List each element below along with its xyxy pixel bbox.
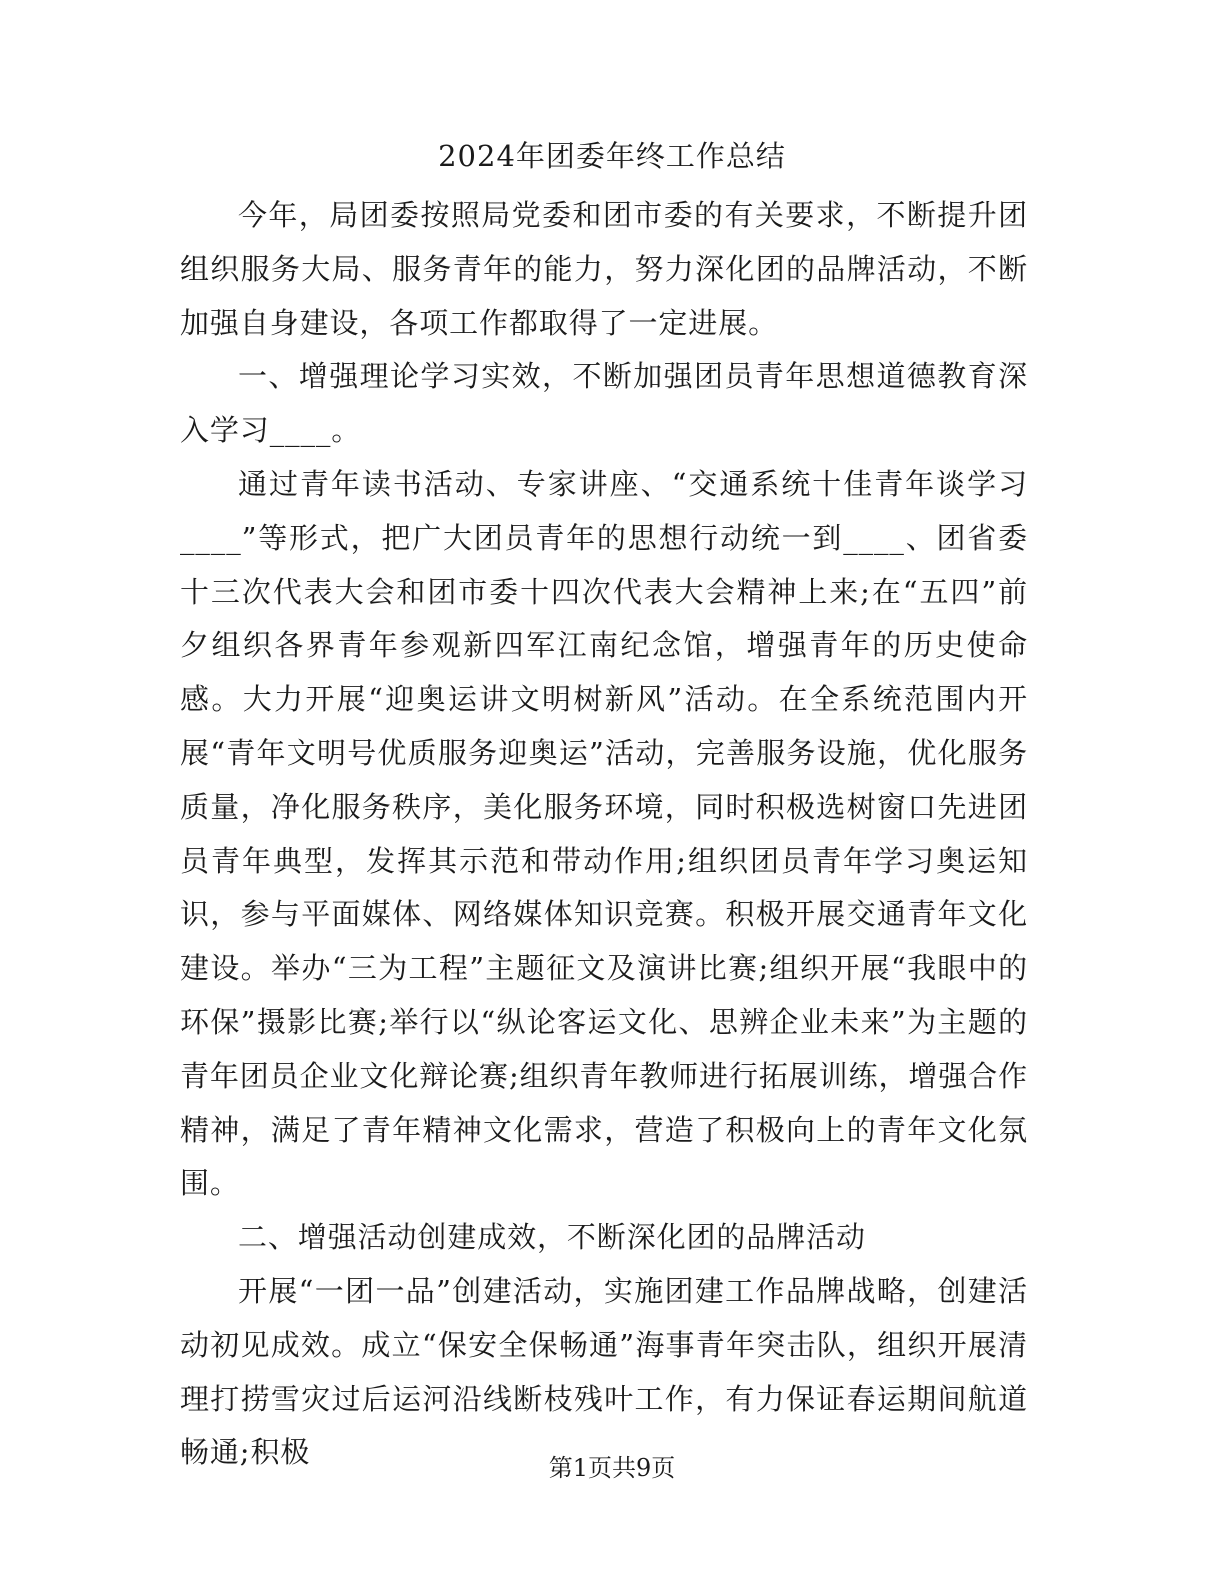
document-title: 2024年团委年终工作总结 — [438, 139, 786, 173]
document-body — [180, 189, 1028, 1480]
page-number-footer: 第1页共9页 — [548, 1454, 676, 1482]
paragraph-section-2: 开展“一团一品”创建活动，实施团建工作品牌战略，创建活动初见成效。成立“保安全保畅通”海事青年突击队，组织开展清理打捞雪灾过后运河沿线断枝残叶工作，有力保证春运期间航道畅通;积极 — [180, 1273, 1028, 1470]
section-heading-2: 二、增强活动创建成效，不断深化团的品牌活动 — [238, 1220, 866, 1255]
paragraph-section-1: 通过青年读书活动、专家讲座、“交通系统十佳青年谈学习____”等形式，把广大团员青年的思想行动统一到____、团省委十三次代表大会和团市委十四次代表大会精神上来;在“五四”前夕组织各界青年参观新四军江南纪念馆，增强青年的历史使命感。大力开展“迎奥运讲文明树新风”活动。在全系统范围内开展“青年文明号优质服务迎奥运”活动，完善服务设施，优化服务质量，净化服务秩序，美化服务环境，同时积极选树窗口先进团员青年典型，发挥其示范和带动作用;组织团员青年学习奥运知识，参与平面媒体、网络媒体知识竞赛。积极开展交通青年文化建设。举办“三为工程”主题征文及演讲比赛;组织开展“我眼中的环保”摄影比赛;举行以“纵论客运文化、思辨企业未来”为主题的青年团员企业文化辩论赛;组织青年教师进行拓展训练，增强合作精神，满足了青年精神文化需求，营造了积极向上的青年文化氛围。 — [180, 466, 1028, 1201]
section-heading-1: 一、增强理论学习实效，不断加强团员青年思想道德教育深入学习____。 — [180, 359, 1028, 448]
paragraph-intro: 今年，局团委按照局党委和团市委的有关要求，不断提升团组织服务大局、服务青年的能力，努力深化团的品牌活动，不断加强自身建设，各项工作都取得了一定进展。 — [180, 198, 1028, 340]
